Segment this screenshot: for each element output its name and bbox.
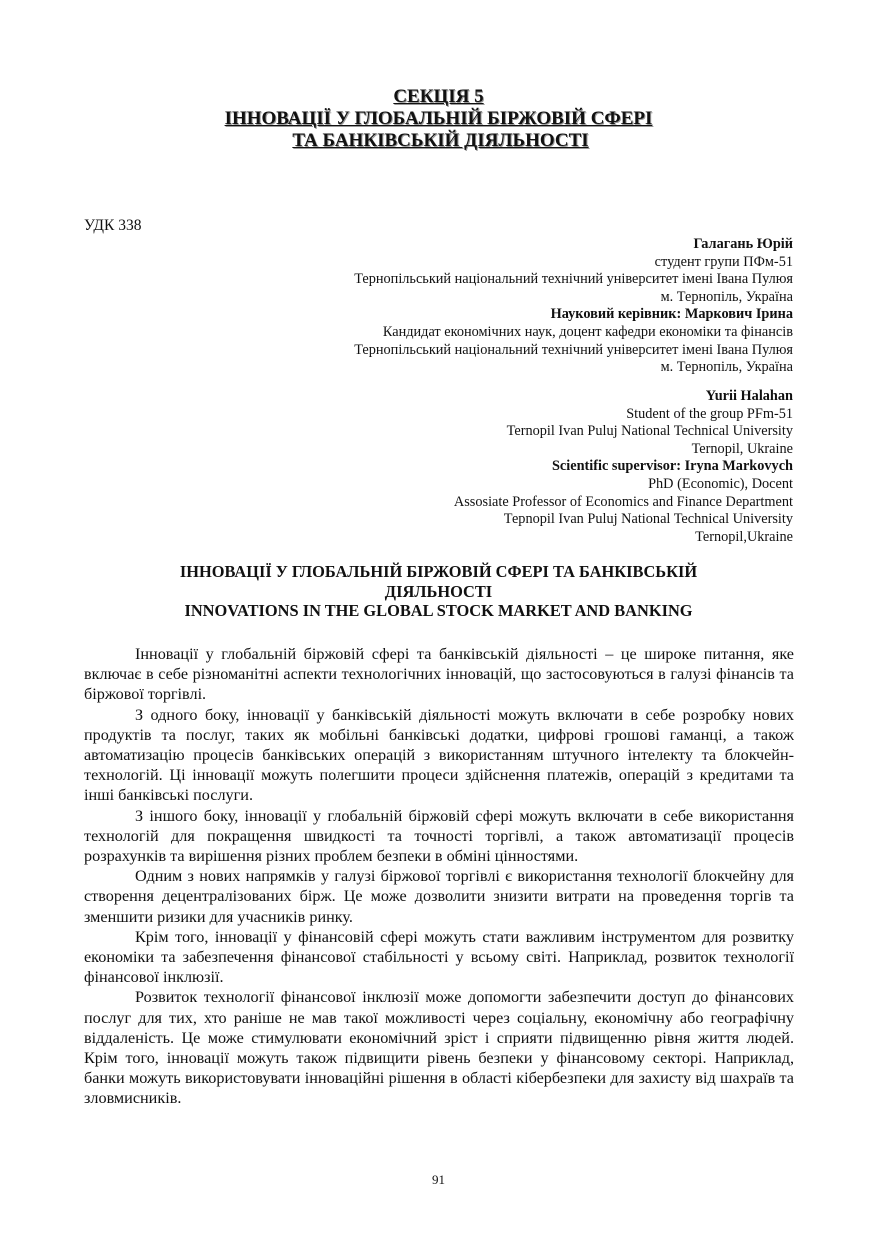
section-number: СЕКЦІЯ 5 <box>393 86 484 107</box>
supervisor-university-en: Терnopil Ivan Puluj National Technical University <box>503 511 793 528</box>
title-ua-line-2: ДІЯЛЬНОСТІ <box>384 581 493 601</box>
supervisor-degree-en: PhD (Economic), Docent <box>648 475 793 492</box>
author-info-english <box>454 388 793 546</box>
title-en: INNOVATIONS IN THE GLOBAL STOCK MARKET AND BANKING <box>184 601 693 620</box>
author-university: Тернопільський національний технічний університет імені Івана Пулюя <box>354 271 793 288</box>
supervisor-university: Тернопільський національний технічний університет імені Івана Пулюя <box>354 341 793 358</box>
author-name-en: Yurii Halahan <box>705 388 793 404</box>
author-name: Галагань Юрій <box>693 236 793 252</box>
supervisor-name-en: Scientific supervisor: Iryna Markovych <box>551 458 793 475</box>
section-heading <box>0 86 877 152</box>
author-city-en: Ternopil, Ukraine <box>691 440 793 457</box>
supervisor-city: м. Тернопіль, Україна <box>660 359 793 376</box>
paragraph-3: З іншого боку, інновації у глобальній біржовій сфері можуть включати в себе використання технологій для покращення швидкості та точності торгівлі, а також автоматизації процесів розрахунків та вирішення різних проблем безпеки в обміні цінностями. <box>84 806 794 866</box>
article-title <box>84 562 793 621</box>
title-ua-line-1: ІННОВАЦІЇ У ГЛОБАЛЬНІЙ БІРЖОВІЙ СФЕРІ ТА БАНКІВСЬКІЙ <box>179 562 698 581</box>
paragraph-6: Розвиток технології фінансової інклюзії може допомогти забезпечити доступ до фінансових послуг для тих, хто раніше не мав такої можливості через соціальну, економічну або географічну віддаленість. Це може стимулювати економічний зріст і сприяти підвищенню рівня життя людей. Крім того, інновації можуть також підвищити рівень безпеки у фінансовому секторі. Наприклад, банки можуть використовувати інноваційні рішення в області кібербезпеки для захисту від шахраїв та зловмисників. <box>84 988 794 1108</box>
paragraph-5: Крім того, інновації у фінансовій сфері можуть стати важливим інструментом для розвитку економіки та забезпечення фінансової стабільності у всьому світі. Наприклад, розвиток технології фінансової інклюзії. <box>84 927 794 987</box>
paragraph-2: З одного боку, інновації у банківській діяльності можуть включати в себе розробку нових продуктів та послуг, таких як мобільні банківські додатки, цифрові грошові гаманці, а також автоматизацію процесів банківських операцій з використанням штучного інтелекту та блокчейн-технологій. Ці інновації можуть полегшити процеси здійснення платежів, операцій з кредитами та інші банківські послуги. <box>84 705 794 805</box>
supervisor-name: Науковий керівник: Маркович Ірина <box>550 306 793 323</box>
paragraph-4: Одним з нових напрямків у галузі біржової торгівлі є використання технології блокчейну для створення децентралізованих бірж. Це може дозволити знизити витрати на проведення торгів та зменшити ризики для учасників ринку. <box>84 867 794 926</box>
author-status: студент групи ПФм-51 <box>654 253 793 270</box>
supervisor-title: Кандидат економічних наук, доцент кафедри економіки та фінансів <box>382 323 793 340</box>
supervisor-city-en: Ternopil,Ukraine <box>695 528 793 545</box>
section-title-line-1: ІННОВАЦІЇ У ГЛОБАЛЬНІЙ БІРЖОВІЙ СФЕРІ <box>224 108 653 129</box>
paragraph-1: Інновації у глобальній біржовій сфері та банківській діяльності – це широке питання, яке включає в себе різноманітні аспекти технологічних інновацій, що застосовуються в галузі фінансів та біржової торгівлі. <box>84 645 794 704</box>
section-title-line-2: ТА БАНКІВСЬКІЙ ДІЯЛЬНОСТІ <box>292 130 589 151</box>
udc-code: УДК 338 <box>84 217 142 234</box>
author-city: м. Тернопіль, Україна <box>660 288 793 305</box>
article-body <box>84 644 794 1109</box>
author-status-en: Student of the group PFm-51 <box>626 405 793 422</box>
page-number: 91 <box>432 1172 445 1187</box>
author-university-en: Ternopil Ivan Puluj National Technical University <box>506 423 793 440</box>
supervisor-position-en: Assosiate Professor of Economics and Finance Department <box>453 493 793 510</box>
author-info-ukrainian <box>354 236 793 377</box>
